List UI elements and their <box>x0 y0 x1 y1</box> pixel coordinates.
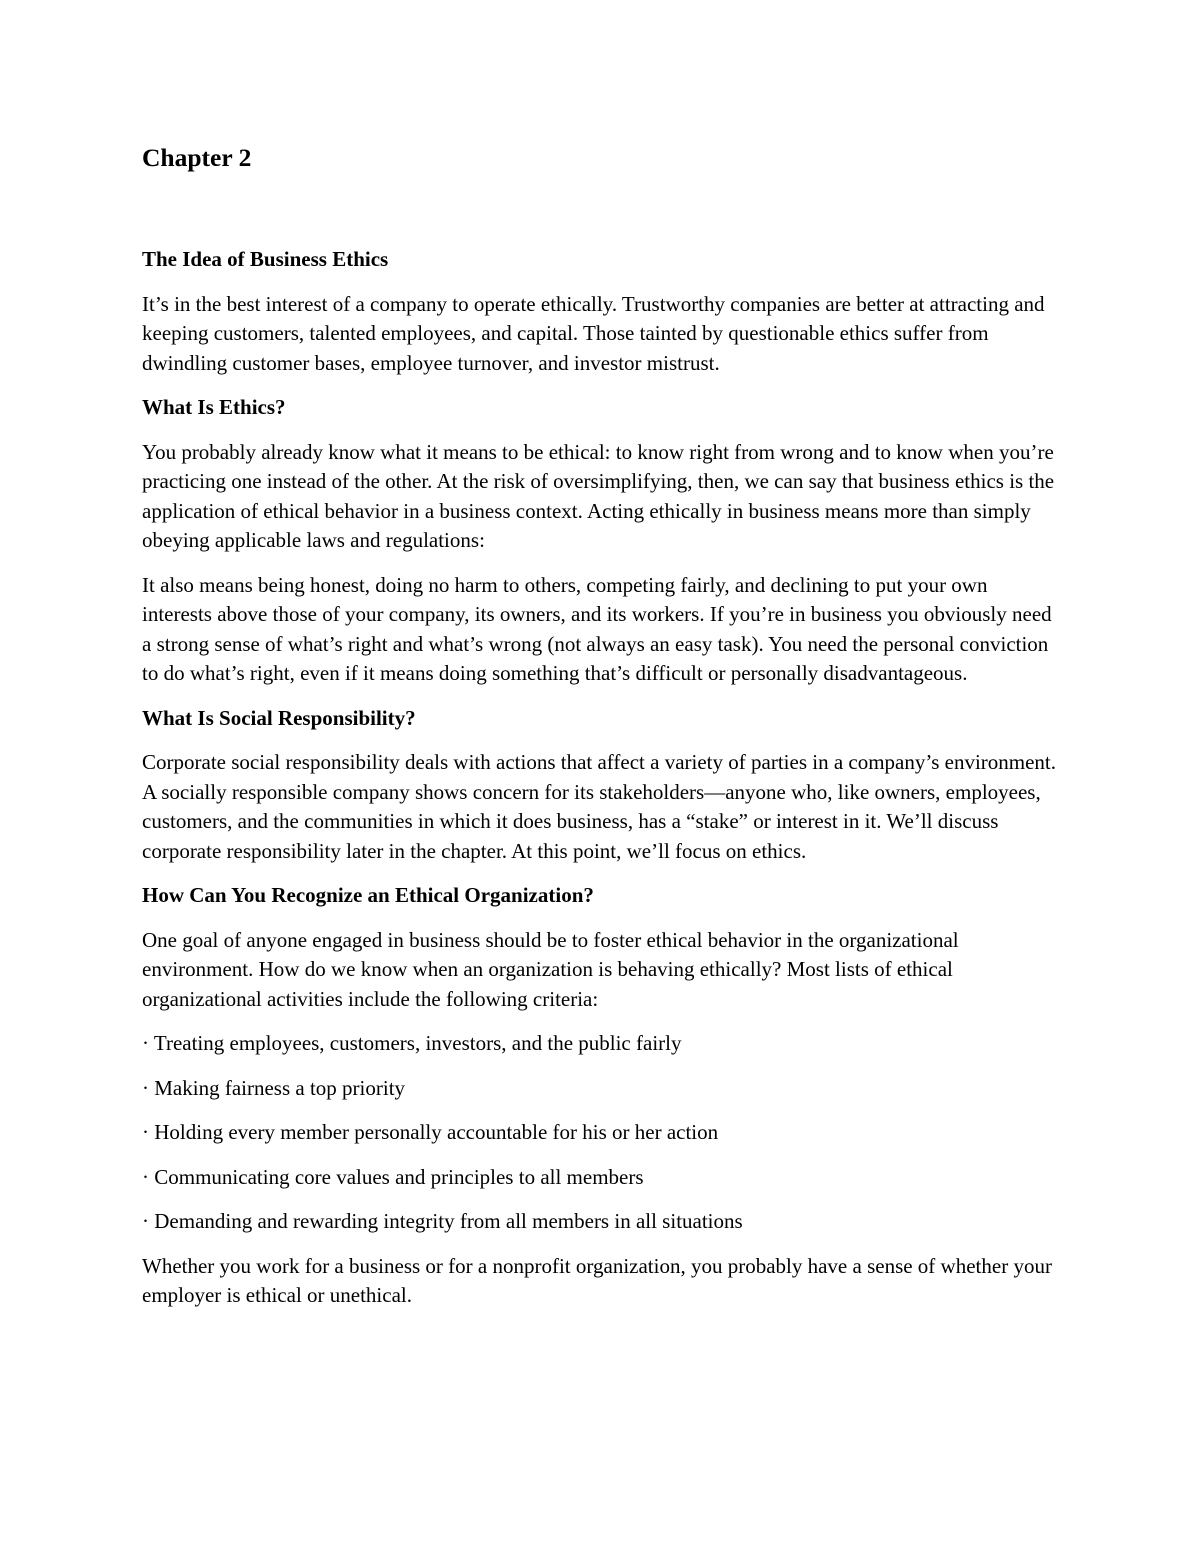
list-item: · Communicating core values and principles to all members <box>142 1164 644 1189</box>
paragraph-ethics-2: It also means being honest, doing no harm to others, competing fairly, and declining to put your own interests above those of your company, its owners, and its workers. If you’re in business you obviously need a strong sense of what’s right and what’s wrong (not always an easy task). You need the personal conviction to do what’s right, even if it means doing something that’s difficult or personally disadvantageous. <box>142 572 1052 685</box>
list-item: · Making fairness a top priority <box>142 1075 406 1100</box>
heading-what-is-ethics: What Is Ethics? <box>142 395 286 419</box>
heading-idea-of-business-ethics: The Idea of Business Ethics <box>142 247 389 271</box>
paragraph-social-1: Corporate social responsibility deals with actions that affect a variety of parties in a company’s environment. A socially responsible company shows concern for its stakeholders—anyone who, like owners, employees, customers, and the communities in which it does business, has a “stake” or interest in it. We’ll discuss corporate responsibility later in the chapter. At this point, we’ll focus on ethics. <box>142 750 1057 863</box>
heading-recognize-ethical-organization: How Can You Recognize an Ethical Organization? <box>142 883 594 907</box>
heading-what-is-social-responsibility: What Is Social Responsibility? <box>142 705 416 730</box>
list-item: · Holding every member personally accountable for his or her action <box>142 1120 719 1144</box>
paragraph-recognize-2: Whether you work for a business or for a nonprofit organization, you probably have a sense of whether your employer is ethical or unethical. <box>142 1253 1052 1307</box>
paragraph-recognize-1: One goal of anyone engaged in business should be to foster ethical behavior in the organizational environment. How do we know when an organization is behaving ethically? Most lists of ethical organizational activities include the following criteria: <box>142 927 959 1011</box>
list-item: · Demanding and rewarding integrity from all members in all situations <box>142 1209 743 1233</box>
chapter-title: Chapter 2 <box>142 143 252 172</box>
paragraph-idea-1: It’s in the best interest of a company to operate ethically. Trustworthy companies are better at attracting and keeping customers, talented employees, and capital. Those tainted by questionable ethics suffer from dwindling customer bases, employee turnover, and investor mistrust. <box>142 291 1045 375</box>
criteria-list <box>142 1029 1060 1237</box>
paragraph-ethics-1: You probably already know what it means to be ethical: to know right from wrong and to know when you’re practicing one instead of the other. At the risk of oversimplifying, then, we can say that business ethics is the application of ethical behavior in a business context. Acting ethically in business means more than simply obeying applicable laws and regulations: <box>142 439 1055 552</box>
list-item: · Treating employees, customers, investors, and the public fairly <box>142 1031 682 1055</box>
